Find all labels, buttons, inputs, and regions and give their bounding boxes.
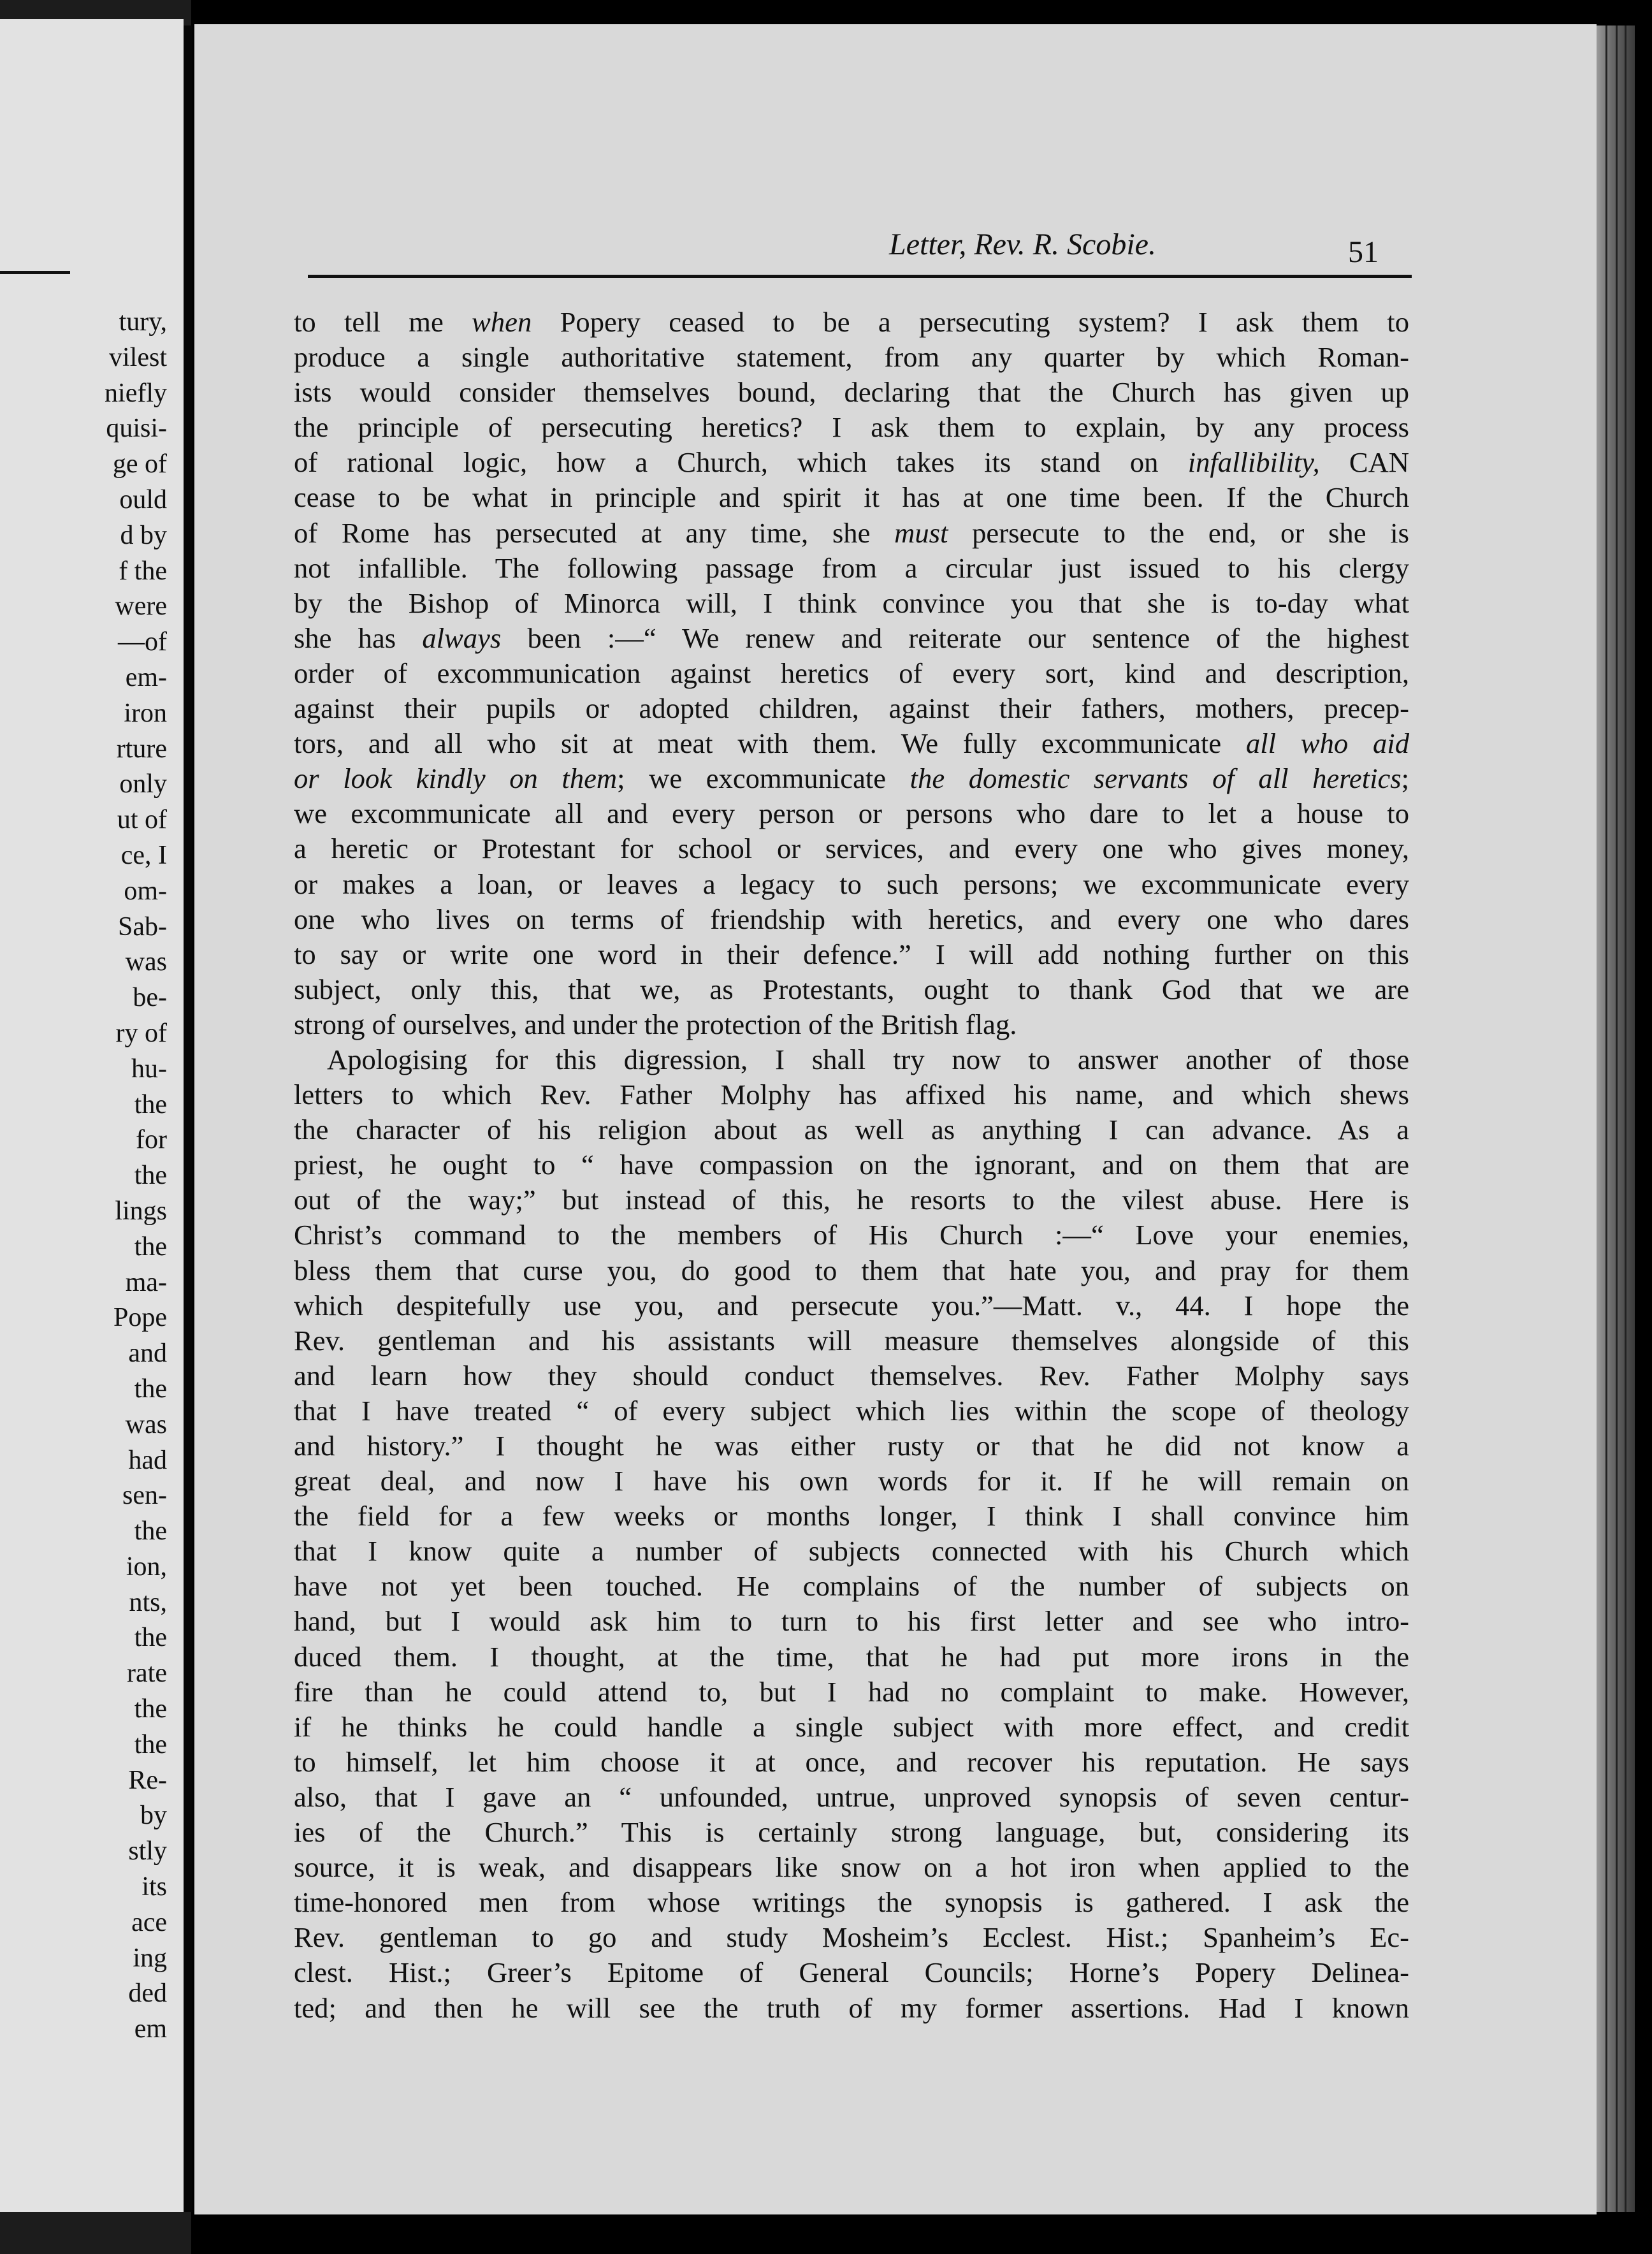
text-line: the character of his religion about as well as anything I can advance. As a: [294, 1114, 1409, 1146]
left-page-line: by: [140, 1801, 167, 1831]
left-page-line: ce, I: [120, 840, 167, 870]
text-line: and history.” I thought he was either rusty or that he did not know a: [294, 1430, 1409, 1462]
left-page-line: ma-: [125, 1267, 167, 1297]
text-line: to himself, let him choose it at once, and recover his reputation. He says: [294, 1745, 1409, 1778]
text-line: not infallible. The following passage from a circular just issued to his clergy: [294, 551, 1409, 584]
text-line: fire than he could attend to, but I had no complaint to make. However,: [294, 1675, 1409, 1708]
text-line: the principle of persecuting heretics? I ask them to explain, by any process: [294, 411, 1409, 444]
text-line: or makes a loan, or leaves a legacy to such persons; we excommunicate every: [294, 868, 1409, 900]
text-line: against their pupils or adopted children, against their fathers, mothers, precep-: [294, 692, 1409, 725]
text-line: bless them that curse you, do good to them that hate you, and pray for them: [294, 1254, 1409, 1286]
left-page-line: —of: [118, 627, 167, 657]
left-page-line: ge of: [112, 449, 167, 479]
left-page-line: the: [134, 1374, 167, 1404]
left-page-line: Sab-: [118, 912, 167, 942]
text-line: ists would consider themselves bound, declaring that the Church has given up: [294, 376, 1409, 409]
left-page-line: Re-: [128, 1765, 167, 1795]
text-line: produce a single authoritative statement, from any quarter by which Roman-: [294, 341, 1409, 374]
left-page-fragment: [0, 19, 184, 2212]
header-rule: [308, 275, 1412, 278]
left-page-line: d by: [120, 520, 167, 550]
left-page-line: em: [134, 2014, 167, 2044]
text-line: of Rome has persecuted at any time, she must persecute to the end, or she is: [294, 516, 1409, 549]
text-line: letters to which Rev. Father Molphy has affixed his name, and which shews: [294, 1079, 1409, 1111]
text-line: a heretic or Protestant for school or services, and every one who gives money,: [294, 833, 1409, 865]
text-line: of rational logic, how a Church, which takes its stand on infallibility, CAN: [294, 446, 1409, 479]
left-page-line: sen-: [122, 1481, 167, 1511]
left-page-line: hu-: [131, 1054, 167, 1084]
left-page-line: iron: [124, 698, 167, 728]
page-edges: [1597, 25, 1635, 2212]
text-line: also, that I gave an “ unfounded, untrue, unproved synopsis of seven centur-: [294, 1780, 1409, 1813]
text-line: subject, only this, that we, as Protestants, ought to thank God that we are: [294, 973, 1409, 1005]
left-page-line: ace: [131, 1907, 167, 1937]
left-page-line: em-: [125, 662, 167, 692]
left-page-line: ould: [119, 484, 167, 514]
right-page: [194, 24, 1597, 2214]
text-line: we excommunicate all and every person or persons who dare to let a house to: [294, 797, 1409, 830]
text-line: one who lives on terms of friendship with heretics, and every one who dares: [294, 903, 1409, 935]
left-page-line: quisi-: [106, 414, 167, 444]
left-page-line: for: [136, 1125, 167, 1155]
left-page-line: nts,: [129, 1587, 167, 1617]
left-page-line: ry of: [115, 1018, 167, 1048]
text-line: source, it is weak, and disappears like snow on a hot iron when applied to the: [294, 1851, 1409, 1884]
text-line: Apologising for this digression, I shall try now to answer another of those: [327, 1043, 1409, 1075]
left-page-line: om-: [124, 876, 167, 906]
left-page-line: be-: [133, 983, 167, 1013]
left-page-line: the: [134, 1694, 167, 1724]
left-page-line: the: [134, 1232, 167, 1262]
text-line: that I have treated “ of every subject which lies within the scope of theology: [294, 1394, 1409, 1427]
left-page-line: the: [134, 1516, 167, 1546]
left-page-line: ut of: [117, 805, 167, 835]
text-line: by the Bishop of Minorca will, I think convince you that she is to-day what: [294, 586, 1409, 619]
text-line: the field for a few weeks or months longer, I think I shall convince him: [294, 1500, 1409, 1532]
left-page-line: its: [141, 1872, 167, 1902]
text-line: duced them. I thought, at the time, that he had put more irons in the: [294, 1640, 1409, 1673]
left-page-head-rule: [0, 271, 70, 274]
left-page-line: only: [119, 769, 167, 799]
left-page-line: vilest: [109, 342, 167, 372]
text-line: strong of ourselves, and under the protection of the British flag.: [294, 1008, 1017, 1040]
left-page-line: and: [128, 1339, 167, 1369]
text-line: ies of the Church.” This is certainly strong language, but, considering its: [294, 1816, 1409, 1849]
left-page-line: were: [115, 592, 167, 622]
left-page-line: stly: [128, 1836, 167, 1866]
left-page-line: ing: [133, 1943, 167, 1973]
left-page-line: was: [125, 1409, 167, 1439]
text-line: Rev. gentleman to go and study Mosheim’s Ecclest. Hist.; Spanheim’s Ec-: [294, 1921, 1409, 1954]
page-number: 51: [1348, 235, 1379, 269]
text-line: she has always been :—“ We renew and reiterate our sentence of the highest: [294, 622, 1409, 654]
left-page-line: f the: [119, 556, 167, 586]
text-line: that I know quite a number of subjects connected with his Church which: [294, 1535, 1409, 1567]
text-line: clest. Hist.; Greer’s Epitome of General Councils; Horne’s Popery Delinea-: [294, 1956, 1409, 1989]
text-line: great deal, and now I have his own words for it. If he will remain on: [294, 1465, 1409, 1497]
left-page-line: lings: [115, 1196, 167, 1226]
text-line: which despitefully use you, and persecute you.”—Matt. v., 44. I hope the: [294, 1289, 1409, 1321]
text-line: cease to be what in principle and spirit it has at one time been. If the Church: [294, 481, 1409, 514]
text-line: ted; and then he will see the truth of my former assertions. Had I known: [294, 1991, 1409, 2024]
body-text: [294, 305, 1409, 2026]
running-head: Letter, Rev. R. Scobie.: [889, 228, 1156, 261]
text-line: if he thinks he could handle a single subject with more effect, and credit: [294, 1710, 1409, 1743]
left-page-line: had: [128, 1445, 167, 1475]
left-page-line: niefly: [105, 378, 167, 408]
left-page-line: the: [134, 1623, 167, 1653]
left-page-line: ion,: [126, 1552, 167, 1581]
left-page-text: [1, 305, 167, 2047]
left-page-line: tury,: [119, 307, 167, 337]
text-line: time-honored men from whose writings the synopsis is gathered. I ask the: [294, 1886, 1409, 1919]
left-page-line: Pope: [113, 1303, 167, 1333]
text-line: have not yet been touched. He complains of the number of subjects on: [294, 1570, 1409, 1603]
left-page-line: the: [134, 1161, 167, 1191]
text-line: tors, and all who sit at meat with them. We fully excommunicate all who aid: [294, 727, 1409, 760]
left-page-line: the: [134, 1089, 167, 1119]
left-page-line: ded: [128, 1979, 167, 2009]
text-line: and learn how they should conduct themselves. Rev. Father Molphy says: [294, 1359, 1409, 1392]
text-line: Christ’s command to the members of His Church :—“ Love your enemies,: [294, 1219, 1409, 1251]
text-line: priest, he ought to “ have compassion on the ignorant, and on them that are: [294, 1149, 1409, 1181]
text-line: order of excommunication against heretics of every sort, kind and description,: [294, 657, 1409, 689]
text-line: Rev. gentleman and his assistants will measure themselves alongside of this: [294, 1324, 1409, 1356]
left-page-line: the: [134, 1729, 167, 1759]
text-line: to tell me when Popery ceased to be a persecuting system? I ask them to: [294, 306, 1409, 338]
text-line: hand, but I would ask him to turn to his first letter and see who intro-: [294, 1605, 1409, 1638]
text-line: or look kindly on them; we excommunicate the domestic servants of all heretics;: [294, 762, 1410, 795]
left-page-line: rate: [127, 1659, 167, 1689]
left-page-line: was: [125, 947, 167, 977]
gutter-shadow: [184, 25, 192, 2212]
text-line: to say or write one word in their defence.” I will add nothing further on this: [294, 938, 1409, 970]
text-line: out of the way;” but instead of this, he resorts to the vilest abuse. Here is: [294, 1184, 1409, 1216]
left-page-line: rture: [116, 734, 167, 764]
